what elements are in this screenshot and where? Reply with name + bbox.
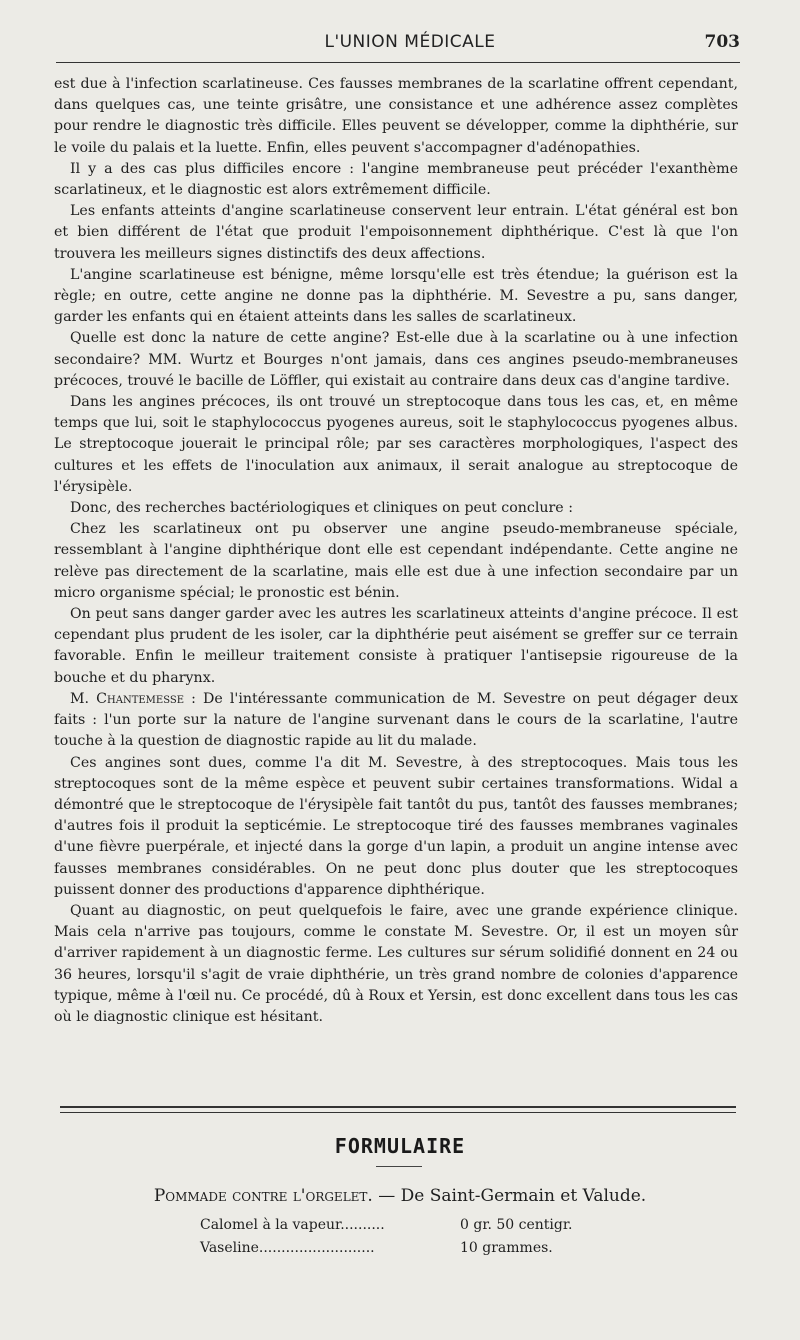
paragraph: Il y a des cas plus difficiles encore : l'angine membraneuse peut précéder l'exanthème scarlatineux, et le diagnostic est alors extrêmement difficile.: [54, 160, 738, 199]
ingredient-name: Calomel à la vapeur..........: [200, 1217, 385, 1233]
ingredient-quantity: 0 gr. 50 centigr.: [460, 1217, 573, 1233]
speaker-text: : De l'intéressante communication de M. Sevestre on peut dégager deux faits : l'un porte sur la nature de l'angine survenant dans le cours de la scarlatine, l'autre touche à la question de diagnostic rapide au lit du malade.: [54, 690, 738, 750]
header-rule: [56, 62, 740, 63]
paragraph: On peut sans danger garder avec les autres les scarlatineux atteints d'angine précoce. Il est cependant plus prudent de les isoler, car la diphthérie peut aisément se greffer sur ce terrain favorable. Enfin le meilleur traitement consiste à pratiquer l'antisepsie rigoureuse de la bouche et du pharynx.: [54, 606, 738, 686]
speaker-prefix: M.: [70, 690, 97, 707]
journal-title: L'UNION MÉDICALE: [324, 32, 496, 52]
paragraph: Quelle est donc la nature de cette angine? Est-elle due à la scarlatine ou à une infection secondaire? MM. Wurtz et Bourges n'ont jamais, dans ces angines pseudo-membraneuses précoces, trouvé le bacille de Löffler, qui existait au contraire dans deux cas d'angine tardive.: [54, 330, 738, 389]
paragraph: Donc, des recherches bactériologiques et cliniques on peut conclure :: [70, 500, 573, 517]
paragraph: Les enfants atteints d'angine scarlatineuse conservent leur entrain. L'état général est bon et bien différent de l'état que produit l'empoisonnement diphthérique. C'est là que l'on trouvera les meilleurs signes distinctifs des deux affections.: [54, 203, 738, 262]
speaker-name: Chantemesse: [96, 690, 185, 707]
ingredient-row: [200, 1214, 620, 1237]
paragraph: Chez les scarlatineux ont pu observer une angine pseudo-membraneuse spéciale, ressemblant à l'angine diphthérique dont elle est cependant indépendante. Cette angine ne relève pas directement de la scarlatine, mais elle est due à une infection secondaire par un micro organisme spécial; le pronostic est bénin.: [54, 521, 738, 601]
running-head: [0, 32, 800, 54]
ingredient-name: Vaseline..........................: [200, 1240, 375, 1256]
ingredient-list: [200, 1214, 620, 1260]
page-number: 703: [704, 32, 740, 52]
recipe-name: Pommade contre l'orgelet.: [153, 1186, 373, 1206]
ingredient-row: [200, 1237, 620, 1260]
ingredient-quantity: 10 grammes.: [460, 1240, 553, 1256]
section-divider: [60, 1106, 736, 1113]
title-underline: [376, 1166, 422, 1167]
paragraph: Quant au diagnostic, on peut quelquefois le faire, avec une grande expérience clinique. Mais cela n'arrive pas toujours, comme le constate M. Sevestre. Or, il est un moyen sûr d'arriver rapidement à un diagnostic ferme. Les cultures sur sérum solidifié donnent en 24 ou 36 heures, lorsqu'il s'agit de vraie diphthérie, un très grand nombre de colonies d'apparence typique, même à l'œil nu. Ce procédé, dû à Roux et Yersin, est donc excellent dans tous les cas où le diagnostic clinique est hésitant.: [54, 902, 738, 1025]
paragraph: est due à l'infection scarlatineuse. Ces fausses membranes de la scarlatine offrent cependant, dans quelques cas, une teinte grisâtre, une consistance et une adhérence assez complètes pour rendre le diagnostic très difficile. Elles peuvent se développer, comme la diphthérie, sur le voile du palais et la luette. Enfin, elles peuvent s'accompagner d'adénopathies.: [54, 76, 738, 156]
paragraph: L'angine scarlatineuse est bénigne, même lorsqu'elle est très étendue; la guérison est la règle; en outre, cette angine ne donne pas la diphthérie. M. Sevestre a pu, sans danger, garder les enfants qui en étaient atteints dans les salles de scarlatineux.: [54, 266, 738, 326]
paragraph: Ces angines sont dues, comme l'a dit M. Sevestre, à des streptocoques. Mais tous les streptocoques sont de la même espèce et peuvent subir certaines transformations. Widal a démontré que le streptocoque de l'érysipèle fait tantôt du pus, tantôt des fausses membranes; d'autres fois il produit la septicémie. Le streptocoque tiré des fausses membranes vaginales d'une fièvre puerpérale, et injecté dans la gorge d'un lapin, a produit un angine intense avec fausses membranes considérables. On ne peut donc plus douter que les streptocoques puissent donner des productions d'apparence diphthérique.: [54, 754, 738, 898]
formulaire-title: FORMULAIRE: [334, 1134, 466, 1158]
paragraph-chantemesse: [54, 689, 738, 753]
paragraph: Dans les angines précoces, ils ont trouvé un streptocoque dans tous les cas, et, en même temps que lui, soit le staphylococcus pyogenes aureus, soit le staphylococcus pyogenes albus. Le streptocoque jouerait le principal rôle; par ses caractères morphologiques, l'aspect des cultures et les effets de l'inoculation aux animaux, il serait analogue au streptocoque de l'érysipèle.: [54, 394, 738, 495]
recipe-authors: — De Saint-Germain et Valude.: [372, 1186, 647, 1206]
article-body: [54, 74, 738, 1028]
recipe-title: [0, 1186, 800, 1206]
